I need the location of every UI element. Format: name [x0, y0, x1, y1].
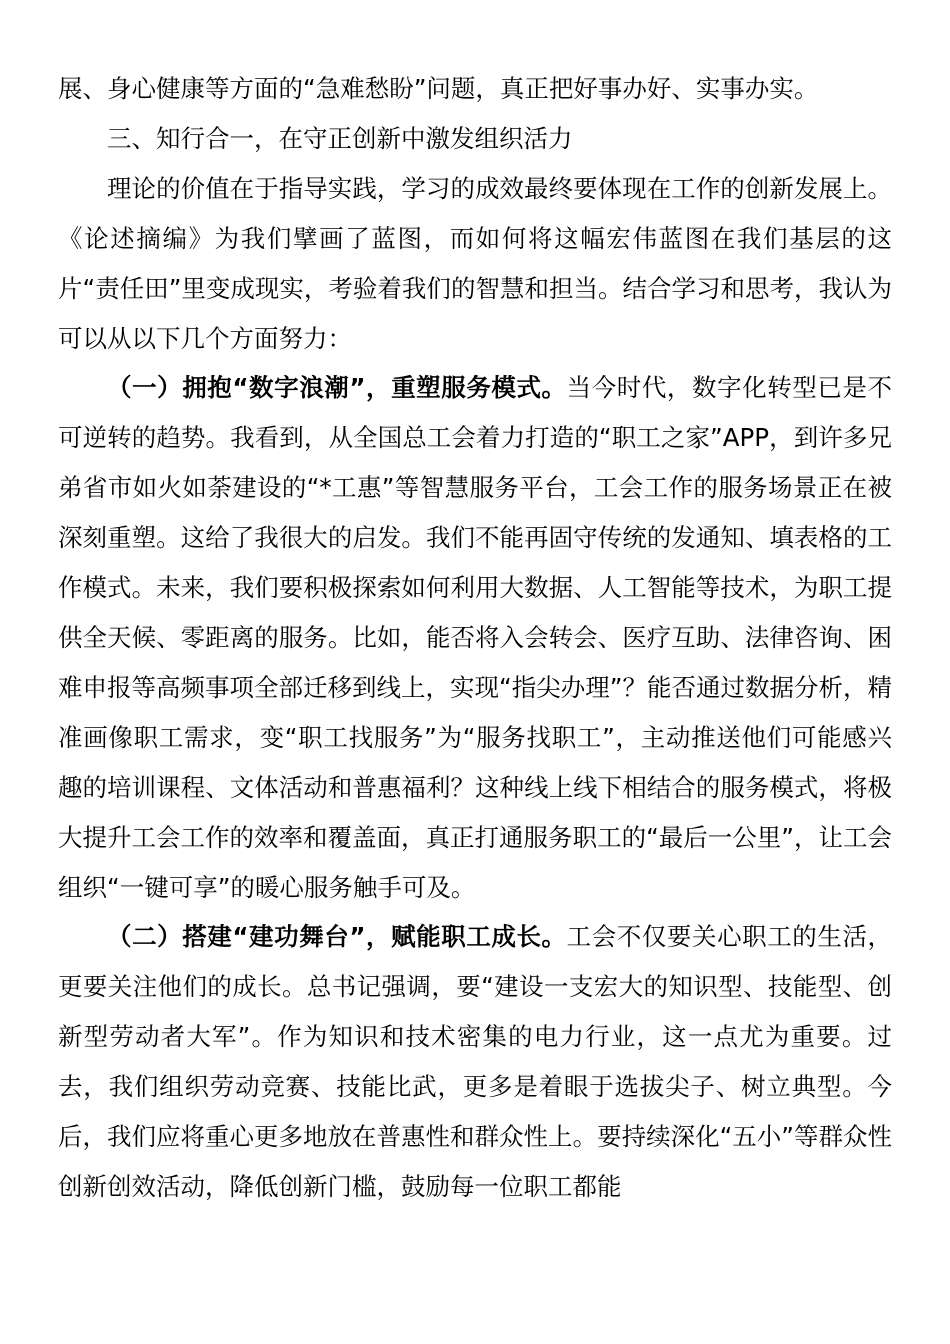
item-lead-text: （一）拥抱“数字浪潮”，重塑服务模式。	[107, 373, 567, 403]
paragraph-item-2	[58, 912, 892, 1211]
paragraph-text: 工会不仅要关心职工的生活，更要关注他们的成长。总书记强调，要“建设一支宏大的知识型、技能型、创新型劳动者大军”。作为知识和技术密集的电力行业，这一点尤为重要。过去，我们组织劳动竞赛、技能比武，更多是着眼于选拔尖子、树立典型。今后，我们应将重心更多地放在普惠性和群众性上。要持续深化“五小”等群众性创新创效活动，降低创新门槛，鼓励每一位职工都能	[58, 922, 893, 1201]
paragraph-intro	[58, 164, 892, 364]
section-heading-text: 三、知行合一，在守正创新中激发组织活力	[107, 123, 573, 153]
paragraph-text: 展、身心健康等方面的“急难愁盼”问题，真正把好事办好、实事办实。	[58, 74, 819, 103]
paragraph-item-1	[58, 363, 892, 912]
paragraph-continued	[58, 64, 892, 114]
document-page	[58, 64, 892, 1212]
paragraph-text: 理论的价值在于指导实践，学习的成效最终要体现在工作的创新发展上。《论述摘编》为我们擘画了蓝图，而如何将这幅宏伟蓝图在我们基层的这片“责任田”里变成现实，考验着我们的智慧和担当。结合学习和思考，我认为可以从以下几个方面努力：	[58, 173, 892, 353]
section-heading	[58, 114, 892, 164]
item-lead-text: （二）搭建“建功舞台”，赋能职工成长。	[107, 922, 567, 952]
paragraph-text: 当今时代，数字化转型已是不可逆转的趋势。我看到，从全国总工会着力打造的“职工之家”APP，到许多兄弟省市如火如荼建设的“*工惠”等智慧服务平台，工会工作的服务场景正在被深刻重塑。这给了我很大的启发。我们不能再固守传统的发通知、填表格的工作模式。未来，我们要积极探索如何利用大数据、人工智能等技术，为职工提供全天候、零距离的服务。比如，能否将入会转会、医疗互助、法律咨询、困难申报等高频事项全部迁移到线上，实现“指尖办理”？能否通过数据分析，精准画像职工需求，变“职工找服务”为“服务找职工”，主动推送他们可能感兴趣的培训课程、文体活动和普惠福利？这种线上线下相结合的服务模式，将极大提升工会工作的效率和覆盖面，真正打通服务职工的“最后一公里”，让工会组织“一键可享”的暖心服务触手可及。	[58, 373, 893, 902]
